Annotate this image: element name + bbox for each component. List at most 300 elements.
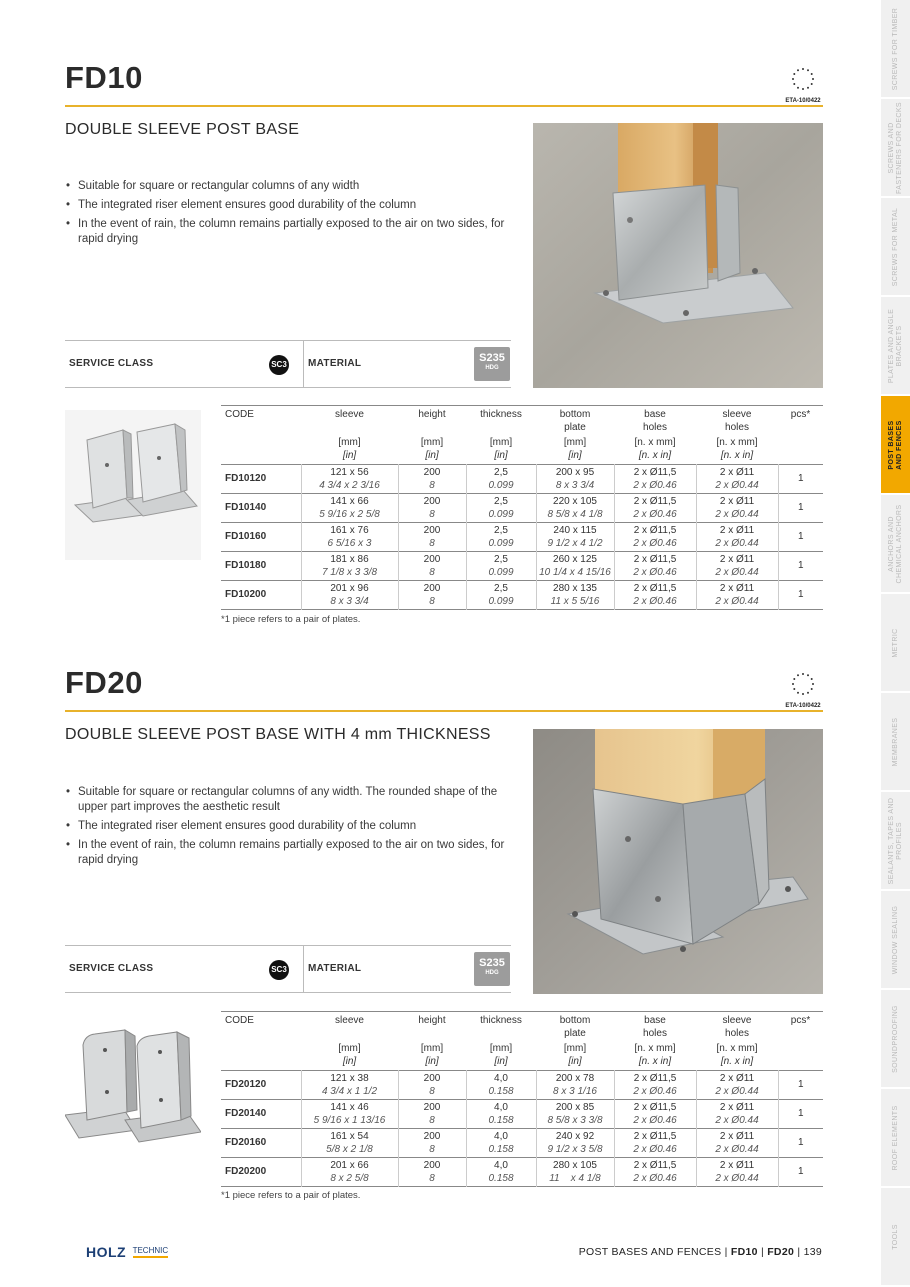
- side-tab-label: POST BASES AND FENCES: [887, 419, 903, 470]
- product-subtitle-fd20: DOUBLE SLEEVE POST BASE WITH 4 mm THICKNESS: [65, 726, 491, 743]
- imperial-value: 8: [429, 566, 435, 578]
- value-cell-sleeve-holes: [696, 493, 778, 522]
- unit-imperial: [in]: [425, 1055, 439, 1067]
- metric-value: 4,0: [494, 1072, 508, 1084]
- unit-cell: [398, 436, 466, 465]
- title-rule: [65, 105, 823, 107]
- column-header-pcs: pcs*: [790, 409, 811, 420]
- unit-metric: [n. x mm]: [634, 1042, 676, 1054]
- pcs-cell: 1: [778, 464, 823, 493]
- unit-cell: [301, 1042, 398, 1071]
- column-header-bottom-plate: bottom plate: [559, 409, 591, 433]
- table-row: [221, 1128, 823, 1157]
- service-material-bar-fd10: [65, 340, 511, 388]
- metric-value: 201 x 66: [330, 1159, 369, 1171]
- imperial-value: 0.158: [488, 1172, 514, 1184]
- metric-value: 2,5: [494, 553, 508, 565]
- material-badge: [474, 347, 510, 381]
- value-cell-height: [398, 1070, 466, 1099]
- unit-metric: [mm]: [489, 436, 513, 448]
- metric-value: 161 x 54: [330, 1130, 369, 1142]
- pcs-cell: 1: [778, 1099, 823, 1128]
- metric-value: 200: [423, 553, 441, 565]
- eta-code: ETA-10/0422: [785, 98, 821, 104]
- product-code-cell: FD10120: [225, 473, 267, 484]
- imperial-value: 8 5/8 x 3 3/8: [547, 1114, 603, 1126]
- value-cell-thickness: [466, 1128, 536, 1157]
- value-cell-sleeve: [301, 580, 398, 609]
- metric-value: 2 x Ø11: [719, 466, 755, 478]
- table-row: [221, 1099, 823, 1128]
- unit-metric: [mm]: [338, 436, 361, 448]
- side-tab-label: SCREWS AND FASTENERS FOR DECKS: [887, 101, 903, 194]
- unit-metric: [mm]: [489, 1042, 513, 1054]
- value-cell-bottom: [536, 580, 614, 609]
- metric-value: 280 x 105: [553, 1159, 597, 1171]
- unit-cell: [696, 1042, 778, 1071]
- imperial-value: 2 x Ø0.46: [633, 1143, 677, 1155]
- table-row: [221, 464, 823, 493]
- material-label: MATERIAL: [308, 358, 362, 369]
- value-cell-base-holes: [614, 580, 696, 609]
- product-photo-fd20: [533, 729, 823, 994]
- imperial-value: 2 x Ø0.44: [715, 566, 759, 578]
- column-header-sleeve-holes: sleeve holes: [722, 409, 752, 433]
- page-footer: [579, 1246, 822, 1258]
- product-image-fd10: [65, 410, 201, 560]
- imperial-value: 2 x Ø0.46: [633, 508, 677, 520]
- service-material-bar-fd20: [65, 945, 511, 993]
- side-tab-screws-for-timber[interactable]: [880, 0, 910, 99]
- unit-metric: [mm]: [338, 1042, 361, 1054]
- side-tab-tools[interactable]: [880, 1188, 910, 1287]
- unit-imperial: [in]: [342, 449, 357, 461]
- footer-separator: |: [797, 1246, 801, 1258]
- imperial-value: 8: [429, 595, 435, 607]
- side-tab-label: SEALANTS, TAPES AND PROFILES: [887, 797, 903, 884]
- side-tab-label: ROOF ELEMENTS: [891, 1104, 899, 1171]
- value-cell-sleeve: [301, 1070, 398, 1099]
- side-tab-label: SCREWS FOR TIMBER: [891, 7, 899, 90]
- imperial-value: 2 x Ø0.44: [715, 1114, 759, 1126]
- column-header-bottom-plate: bottom plate: [559, 1015, 591, 1039]
- column-header-height: height: [418, 1015, 446, 1026]
- metric-value: 181 x 86: [330, 553, 369, 565]
- table-header-row: [221, 406, 823, 436]
- metric-value: 2 x Ø11,5: [633, 582, 677, 594]
- value-cell-height: [398, 1128, 466, 1157]
- pcs-cell: 1: [778, 580, 823, 609]
- imperial-value: 11 x 4 1/8: [549, 1172, 601, 1184]
- value-cell-height: [398, 580, 466, 609]
- product-title-fd10: FD10: [65, 60, 143, 95]
- imperial-value: 0.099: [488, 595, 514, 607]
- product-photo-fd10: [533, 123, 823, 388]
- metric-value: 200: [423, 1159, 441, 1171]
- side-tab-label: PLATES AND ANGLE BRACKETS: [887, 308, 903, 383]
- imperial-value: 8: [429, 479, 435, 491]
- value-cell-height: [398, 493, 466, 522]
- metric-value: 2 x Ø11: [719, 1101, 755, 1113]
- unit-metric: [n. x mm]: [716, 1042, 758, 1054]
- table-row: [221, 1070, 823, 1099]
- unit-cell: [536, 1042, 614, 1071]
- value-cell-bottom: [536, 464, 614, 493]
- eu-stars-icon: [790, 671, 816, 697]
- imperial-value: 4 3/4 x 2 3/16: [319, 479, 380, 491]
- value-cell-thickness: [466, 551, 536, 580]
- imperial-value: 9 1/2 x 3 5/8: [547, 1143, 603, 1155]
- imperial-value: 0.099: [488, 537, 514, 549]
- table-row: [221, 493, 823, 522]
- metric-value: 200: [423, 1072, 441, 1084]
- metric-value: 2,5: [494, 495, 508, 507]
- value-cell-thickness: [466, 522, 536, 551]
- imperial-value: 8 x 3 1/16: [553, 1085, 597, 1097]
- value-cell-base-holes: [614, 464, 696, 493]
- value-cell-thickness: [466, 464, 536, 493]
- imperial-value: 2 x Ø0.44: [715, 508, 759, 520]
- eu-stars-icon: [790, 66, 816, 92]
- side-tab-label: MEMBRANES: [891, 717, 899, 766]
- imperial-value: 8: [429, 1172, 435, 1184]
- side-tab-window-sealing[interactable]: [880, 891, 910, 990]
- side-tab-label: ANCHORS AND CHEMICAL ANCHORS: [887, 504, 903, 583]
- side-tab-membranes[interactable]: [880, 693, 910, 792]
- product-code-cell: FD10140: [225, 502, 267, 513]
- metric-value: 4,0: [494, 1101, 508, 1113]
- value-cell-sleeve: [301, 522, 398, 551]
- value-cell-sleeve-holes: [696, 464, 778, 493]
- value-cell-sleeve: [301, 1128, 398, 1157]
- side-tab-sealants[interactable]: [880, 792, 910, 891]
- product-title-fd20: FD20: [65, 665, 143, 700]
- metric-value: 2,5: [494, 466, 508, 478]
- metric-value: 2 x Ø11,5: [633, 1159, 677, 1171]
- side-tab-label: SCREWS FOR METAL: [891, 207, 899, 286]
- value-cell-sleeve: [301, 493, 398, 522]
- pcs-cell: 1: [778, 1128, 823, 1157]
- unit-imperial: [in]: [494, 449, 508, 461]
- value-cell-thickness: [466, 1099, 536, 1128]
- value-cell-thickness: [466, 1157, 536, 1186]
- table-row: [221, 522, 823, 551]
- column-header-code: CODE: [225, 1015, 254, 1026]
- pcs-cell: 1: [778, 1157, 823, 1186]
- metric-value: 200 x 85: [555, 1101, 595, 1113]
- imperial-value: 0.158: [488, 1085, 514, 1097]
- side-tab-label: METRIC: [891, 627, 899, 658]
- column-header-sleeve-holes: sleeve holes: [722, 1015, 752, 1039]
- unit-imperial: [n. x in]: [720, 1055, 754, 1067]
- imperial-value: 9 1/2 x 4 1/2: [547, 537, 603, 549]
- pcs-cell: 1: [778, 551, 823, 580]
- imperial-value: 0.099: [488, 566, 514, 578]
- metric-value: 200: [423, 1101, 441, 1113]
- value-cell-base-holes: [614, 493, 696, 522]
- feature-item: • Suitable for square or rectangular columns of any width. The rounded shape of the upper part improves the aesthetic result: [66, 785, 511, 815]
- side-tab-anchors[interactable]: [880, 495, 910, 594]
- value-cell-base-holes: [614, 1099, 696, 1128]
- imperial-value: 0.099: [488, 479, 514, 491]
- product-code-cell: FD10160: [225, 531, 267, 542]
- value-cell-base-holes: [614, 1070, 696, 1099]
- installation-photo: [533, 123, 823, 388]
- metric-value: 2 x Ø11: [719, 1159, 755, 1171]
- metric-value: 200: [423, 495, 441, 507]
- logo-wordmark: HOLZ: [86, 1243, 127, 1260]
- metric-value: 220 x 105: [553, 495, 597, 507]
- metric-value: 141 x 46: [330, 1101, 369, 1113]
- product-image-fd20: [65, 1020, 201, 1170]
- value-cell-bottom: [536, 522, 614, 551]
- value-cell-height: [398, 522, 466, 551]
- service-class-badge: SC3: [269, 355, 289, 375]
- table-row: [221, 1157, 823, 1186]
- eta-badge-fd20: [778, 671, 828, 709]
- metric-value: 121 x 38: [330, 1072, 369, 1084]
- side-tab-post-bases[interactable]: [880, 396, 910, 495]
- imperial-value: 2 x Ø0.44: [715, 1143, 759, 1155]
- feature-item: • The integrated riser element ensures good durability of the column: [66, 198, 511, 213]
- feature-list-fd20: [66, 785, 511, 872]
- unit-cell: [614, 436, 696, 465]
- pcs-cell: 1: [778, 1070, 823, 1099]
- metric-value: 2 x Ø11,5: [633, 524, 677, 536]
- unit-cell: [536, 436, 614, 465]
- side-tab-screws-metal[interactable]: [880, 198, 910, 297]
- unit-cell: [614, 1042, 696, 1071]
- value-cell-base-holes: [614, 1157, 696, 1186]
- feature-item: • The integrated riser element ensures good durability of the column: [66, 819, 511, 834]
- value-cell-sleeve-holes: [696, 1157, 778, 1186]
- imperial-value: 2 x Ø0.46: [633, 537, 677, 549]
- feature-item: • Suitable for square or rectangular columns of any width: [66, 179, 511, 194]
- unit-metric: [mm]: [420, 436, 444, 448]
- metric-value: 200 x 78: [555, 1072, 595, 1084]
- unit-cell: [398, 1042, 466, 1071]
- imperial-value: 2 x Ø0.46: [633, 479, 677, 491]
- metric-value: 200: [423, 524, 441, 536]
- unit-cell: [466, 1042, 536, 1071]
- footer-item: FD10: [730, 1246, 758, 1258]
- imperial-value: 6 5/16 x 3: [327, 537, 372, 549]
- metric-value: 201 x 96: [330, 582, 369, 594]
- pcs-cell: 1: [778, 493, 823, 522]
- footer-separator: |: [724, 1246, 728, 1258]
- imperial-value: 7 1/8 x 3 3/8: [321, 566, 378, 578]
- imperial-value: 5 9/16 x 1 13/16: [313, 1114, 386, 1126]
- product-code-cell: FD10200: [225, 589, 267, 600]
- imperial-value: 10 1/4 x 4 15/16: [539, 566, 611, 578]
- imperial-value: 8 x 3 3/4: [330, 595, 369, 607]
- table-footnote-fd10: *1 piece refers to a pair of plates.: [221, 614, 361, 625]
- value-cell-height: [398, 1157, 466, 1186]
- product-subtitle-fd10: DOUBLE SLEEVE POST BASE: [65, 121, 300, 138]
- side-tab-label: SOUNDPROOFING: [891, 1004, 899, 1073]
- post-base-diagram: [65, 1020, 201, 1155]
- column-header-code: CODE: [225, 409, 254, 420]
- unit-cell: [696, 436, 778, 465]
- imperial-value: 2 x Ø0.46: [633, 1114, 677, 1126]
- metric-value: 141 x 66: [330, 495, 369, 507]
- value-cell-sleeve-holes: [696, 551, 778, 580]
- imperial-value: 0.099: [488, 508, 514, 520]
- imperial-value: 8 x 3 3/4: [555, 479, 595, 491]
- value-cell-sleeve-holes: [696, 580, 778, 609]
- metric-value: 2 x Ø11: [719, 495, 755, 507]
- table-units-row: [221, 1042, 823, 1071]
- metric-value: 2 x Ø11: [719, 1130, 755, 1142]
- value-cell-thickness: [466, 1070, 536, 1099]
- eta-code: ETA-10/0422: [785, 703, 821, 709]
- imperial-value: 8 x 2 5/8: [330, 1172, 369, 1184]
- side-tab-roof-elements[interactable]: [880, 1089, 910, 1188]
- footer-section-name: POST BASES AND FENCES: [578, 1246, 722, 1258]
- imperial-value: 2 x Ø0.46: [633, 566, 677, 578]
- unit-imperial: [n. x in]: [638, 1055, 672, 1067]
- side-tab-metric[interactable]: [880, 594, 910, 693]
- metric-value: 2 x Ø11,5: [633, 1072, 677, 1084]
- metric-value: 2,5: [494, 582, 508, 594]
- feature-item: • In the event of rain, the column remains partially exposed to the air on two sides, for rapid drying: [66, 838, 511, 868]
- imperial-value: 11 x 5 5/16: [550, 595, 600, 607]
- imperial-value: 2 x Ø0.44: [715, 479, 759, 491]
- metric-value: 200: [423, 582, 441, 594]
- unit-imperial: [n. x in]: [720, 449, 754, 461]
- imperial-value: 2 x Ø0.46: [633, 1085, 677, 1097]
- material-grade: S235: [479, 352, 505, 364]
- footer-item: FD20: [767, 1246, 795, 1258]
- metric-value: 2 x Ø11,5: [633, 495, 677, 507]
- value-cell-sleeve: [301, 464, 398, 493]
- divider: [303, 341, 304, 387]
- column-header-thickness: thickness: [480, 409, 522, 420]
- material-finish: HDG: [485, 970, 499, 976]
- metric-value: 200: [423, 1130, 441, 1142]
- unit-imperial: [in]: [425, 449, 439, 461]
- value-cell-sleeve: [301, 1157, 398, 1186]
- imperial-value: 2 x Ø0.46: [633, 595, 677, 607]
- imperial-value: 5 9/16 x 2 5/8: [319, 508, 380, 520]
- side-tab-plates-brackets[interactable]: [880, 297, 910, 396]
- unit-imperial: [in]: [568, 449, 582, 461]
- metric-value: 2 x Ø11,5: [633, 553, 677, 565]
- metric-value: 200: [423, 466, 441, 478]
- table-header-row: [221, 1012, 823, 1042]
- column-header-sleeve: sleeve: [335, 1015, 364, 1026]
- unit-metric: [n. x mm]: [634, 436, 676, 448]
- unit-cell: [466, 436, 536, 465]
- metric-value: 4,0: [494, 1159, 508, 1171]
- imperial-value: 8: [429, 1143, 435, 1155]
- imperial-value: 5/8 x 2 1/8: [326, 1143, 373, 1155]
- value-cell-height: [398, 551, 466, 580]
- installation-photo: [533, 729, 823, 994]
- imperial-value: 4 3/4 x 1 1/2: [321, 1085, 378, 1097]
- footer-separator: |: [760, 1246, 764, 1258]
- material-finish: HDG: [485, 365, 499, 371]
- unit-metric: [mm]: [563, 436, 587, 448]
- product-code-cell: FD20200: [225, 1166, 267, 1177]
- unit-metric: [mm]: [563, 1042, 587, 1054]
- product-code-cell: FD20140: [225, 1108, 267, 1119]
- divider: [303, 946, 304, 992]
- metric-value: 2 x Ø11,5: [633, 466, 677, 478]
- column-header-base-holes: base holes: [643, 409, 667, 433]
- imperial-value: 2 x Ø0.44: [715, 595, 759, 607]
- metric-value: 2 x Ø11: [719, 553, 755, 565]
- side-tab-soundproofing[interactable]: [880, 990, 910, 1089]
- spec-table-fd10: [221, 405, 823, 610]
- metric-value: 2,5: [494, 524, 508, 536]
- unit-cell: [301, 436, 398, 465]
- value-cell-bottom: [536, 551, 614, 580]
- metric-value: 240 x 92: [555, 1130, 595, 1142]
- material-badge: [474, 952, 510, 986]
- spec-table-fd20: [221, 1011, 823, 1187]
- value-cell-sleeve-holes: [696, 1099, 778, 1128]
- metric-value: 280 x 135: [553, 582, 597, 594]
- side-tab-screws-decks[interactable]: [880, 99, 910, 198]
- imperial-value: 0.158: [488, 1114, 514, 1126]
- brand-logo: [86, 1243, 168, 1261]
- feature-list-fd10: [66, 179, 511, 251]
- metric-value: 4,0: [494, 1130, 508, 1142]
- value-cell-sleeve-holes: [696, 1128, 778, 1157]
- unit-imperial: [in]: [342, 1055, 357, 1067]
- value-cell-base-holes: [614, 522, 696, 551]
- column-header-pcs: pcs*: [790, 1015, 811, 1026]
- value-cell-thickness: [466, 493, 536, 522]
- imperial-value: 8: [429, 537, 435, 549]
- imperial-value: 2 x Ø0.44: [715, 1172, 759, 1184]
- metric-value: 2 x Ø11,5: [633, 1130, 677, 1142]
- imperial-value: 8 5/8 x 4 1/8: [547, 508, 603, 520]
- column-header-thickness: thickness: [480, 1015, 522, 1026]
- value-cell-sleeve: [301, 551, 398, 580]
- service-class-badge: SC3: [269, 960, 289, 980]
- value-cell-bottom: [536, 1070, 614, 1099]
- side-tab-label: WINDOW SEALING: [891, 905, 899, 974]
- metric-value: 2 x Ø11: [719, 524, 755, 536]
- unit-imperial: [in]: [494, 1055, 508, 1067]
- unit-imperial: [n. x in]: [638, 449, 672, 461]
- metric-value: 200 x 95: [555, 466, 595, 478]
- eta-badge-fd10: [778, 66, 828, 104]
- column-header-sleeve: sleeve: [335, 409, 364, 420]
- table-row: [221, 580, 823, 609]
- value-cell-sleeve: [301, 1099, 398, 1128]
- product-code-cell: FD20120: [225, 1079, 267, 1090]
- service-class-label: SERVICE CLASS: [69, 358, 154, 369]
- side-navigation: [880, 0, 910, 1287]
- page-number: 139: [803, 1246, 822, 1258]
- service-class-label: SERVICE CLASS: [69, 963, 154, 974]
- value-cell-bottom: [536, 1099, 614, 1128]
- logo-subtitle: TECHNIC: [133, 1246, 169, 1258]
- post-base-diagram: [65, 410, 201, 560]
- value-cell-bottom: [536, 493, 614, 522]
- metric-value: 2 x Ø11,5: [633, 1101, 677, 1113]
- metric-value: 2 x Ø11: [719, 1072, 755, 1084]
- unit-metric: [n. x mm]: [716, 436, 758, 448]
- metric-value: 161 x 76: [330, 524, 369, 536]
- table-units-row: [221, 436, 823, 465]
- imperial-value: 2 x Ø0.44: [715, 537, 759, 549]
- material-grade: S235: [479, 957, 505, 969]
- imperial-value: 2 x Ø0.44: [715, 1085, 759, 1097]
